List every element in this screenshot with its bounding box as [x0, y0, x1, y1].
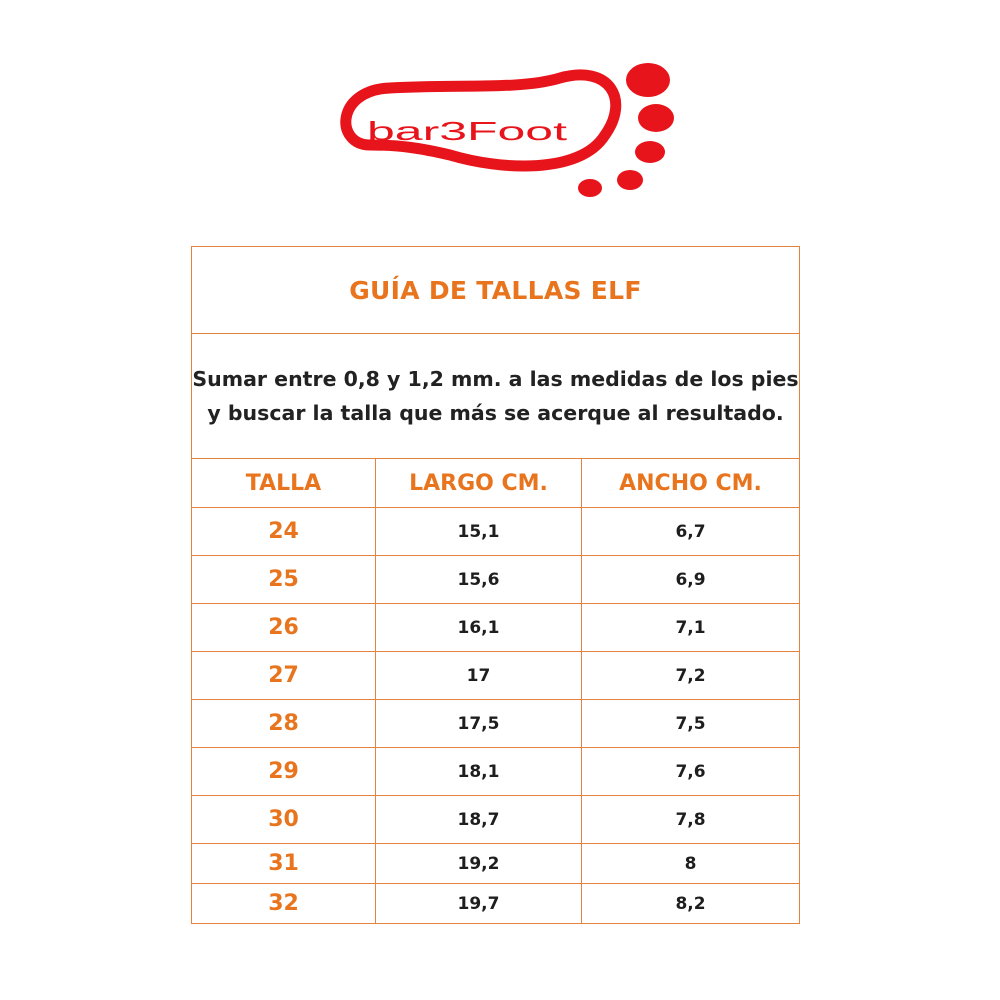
instructions-line-2: y buscar la talla que más se acerque al resultado.: [207, 401, 784, 425]
column-header-largo: LARGO CM.: [376, 459, 582, 508]
length-cell: 17,5: [376, 700, 582, 748]
width-cell: 8: [582, 844, 800, 884]
length-cell: 16,1: [376, 604, 582, 652]
width-cell: 7,2: [582, 652, 800, 700]
length-cell: 18,7: [376, 796, 582, 844]
size-cell: 32: [192, 884, 376, 924]
column-header-ancho: ANCHO CM.: [582, 459, 800, 508]
size-cell: 27: [192, 652, 376, 700]
table-title: GUÍA DE TALLAS ELF: [192, 247, 800, 334]
length-cell: 15,6: [376, 556, 582, 604]
size-cell: 25: [192, 556, 376, 604]
table-row: [192, 556, 800, 604]
table-row: [192, 604, 800, 652]
size-guide-table: [191, 246, 800, 924]
size-cell: 30: [192, 796, 376, 844]
table-row: [192, 748, 800, 796]
size-cell: 29: [192, 748, 376, 796]
width-cell: 7,6: [582, 748, 800, 796]
length-cell: 15,1: [376, 508, 582, 556]
size-cell: 31: [192, 844, 376, 884]
width-cell: 8,2: [582, 884, 800, 924]
column-header-talla: TALLA: [192, 459, 376, 508]
size-cell: 28: [192, 700, 376, 748]
width-cell: 7,8: [582, 796, 800, 844]
table-row: [192, 844, 800, 884]
instructions-line-1: Sumar entre 0,8 y 1,2 mm. a las medidas de los pies: [192, 367, 799, 391]
table-row: [192, 508, 800, 556]
svg-text:bar3Foot: bar3Foot: [367, 116, 569, 146]
length-cell: 19,7: [376, 884, 582, 924]
table-row: [192, 796, 800, 844]
table-row: [192, 700, 800, 748]
length-cell: 17: [376, 652, 582, 700]
size-cell: 24: [192, 508, 376, 556]
length-cell: 18,1: [376, 748, 582, 796]
size-cell: 26: [192, 604, 376, 652]
footprint-logo-icon: [330, 60, 690, 210]
table-row: [192, 652, 800, 700]
width-cell: 6,9: [582, 556, 800, 604]
table-row: [192, 884, 800, 924]
instructions: [192, 334, 800, 459]
brand-logo: [330, 60, 690, 210]
length-cell: 19,2: [376, 844, 582, 884]
width-cell: 6,7: [582, 508, 800, 556]
width-cell: 7,5: [582, 700, 800, 748]
header-row: [192, 459, 800, 508]
width-cell: 7,1: [582, 604, 800, 652]
